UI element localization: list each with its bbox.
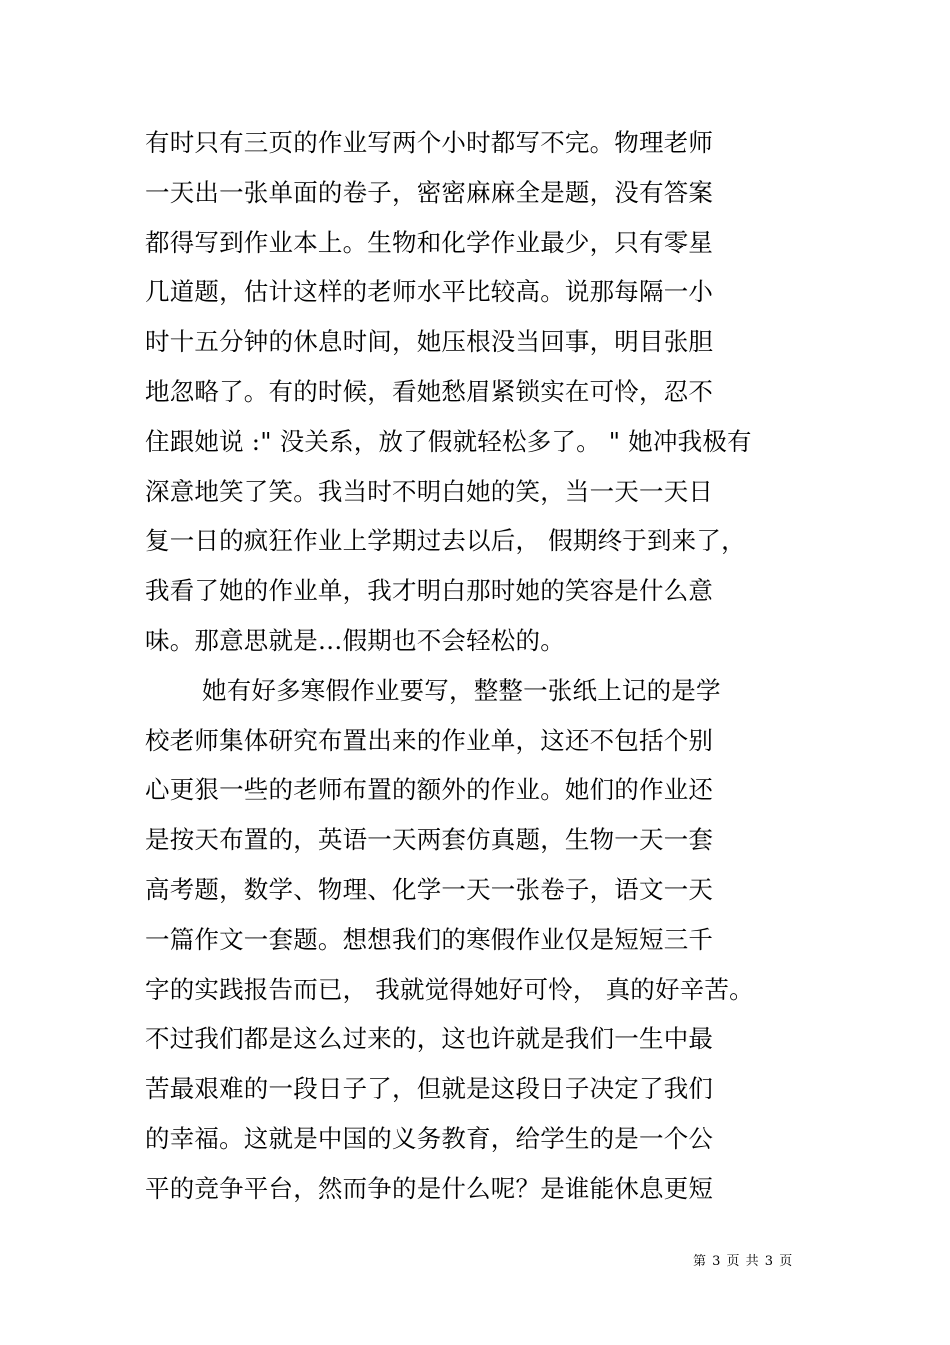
text-line: 平的竞争平台，然而争的是什么呢？是谁能休息更短 <box>145 1173 714 1203</box>
text-line: 味。那意思就是…假期也不会轻松的。 <box>145 625 565 655</box>
text-line: 时十五分钟的休息时间，她压根没当回事，明目张胆 <box>145 327 714 357</box>
text-line: 地忽略了。有的时候，看她愁眉紧锁实在可怜，忍不 <box>145 376 714 406</box>
text-line: 高考题，数学、物理、化学一天一张卷子，语文一天 <box>145 874 714 904</box>
text-line: 字的实践报告而已， 我就觉得她好可怜， 真的好辛苦。 <box>145 974 754 1004</box>
text-line: 心更狠一些的老师布置的额外的作业。她们的作业还 <box>145 775 714 805</box>
text-line: 一篇作文一套题。想想我们的寒假作业仅是短短三千 <box>145 924 714 954</box>
text-line: 都得写到作业本上。生物和化学作业最少，只有零星 <box>145 227 714 257</box>
text-line: 的幸福。这就是中国的义务教育，给学生的是一个公 <box>145 1123 714 1153</box>
text-line: 几道题，估计这样的老师水平比较高。说那每隔一小 <box>145 277 714 307</box>
text-line: 复一日的疯狂作业上学期过去以后， 假期终于到来了， <box>145 526 746 556</box>
text-line: 深意地笑了笑。我当时不明白她的笑，当一天一天日 <box>145 476 714 506</box>
text-line: 一天出一张单面的卷子，密密麻麻全是题，没有答案 <box>145 177 714 207</box>
text-line: 住跟她说 :" 没关系，放了假就轻松多了。 " 她冲我极有 <box>145 426 752 456</box>
text-line: 不过我们都是这么过来的，这也许就是我们一生中最 <box>145 1024 714 1054</box>
page-number-footer: 第 3 页 共 3 页 <box>693 1254 794 1269</box>
paragraph-first-line: 她有好多寒假作业要写，整整一张纸上记的是学 <box>202 675 721 705</box>
body-text <box>145 118 835 1214</box>
text-line: 我看了她的作业单，我才明白那时她的笑容是什么意 <box>145 576 714 606</box>
text-line: 校老师集体研究布置出来的作业单，这还不包括个别 <box>145 725 714 755</box>
text-line: 有时只有三页的作业写两个小时都写不完。物理老师 <box>145 128 714 157</box>
text-line: 是按天布置的，英语一天两套仿真题，生物一天一套 <box>145 825 714 855</box>
text-line: 苦最艰难的一段日子了，但就是这段日子决定了我们 <box>145 1074 714 1104</box>
